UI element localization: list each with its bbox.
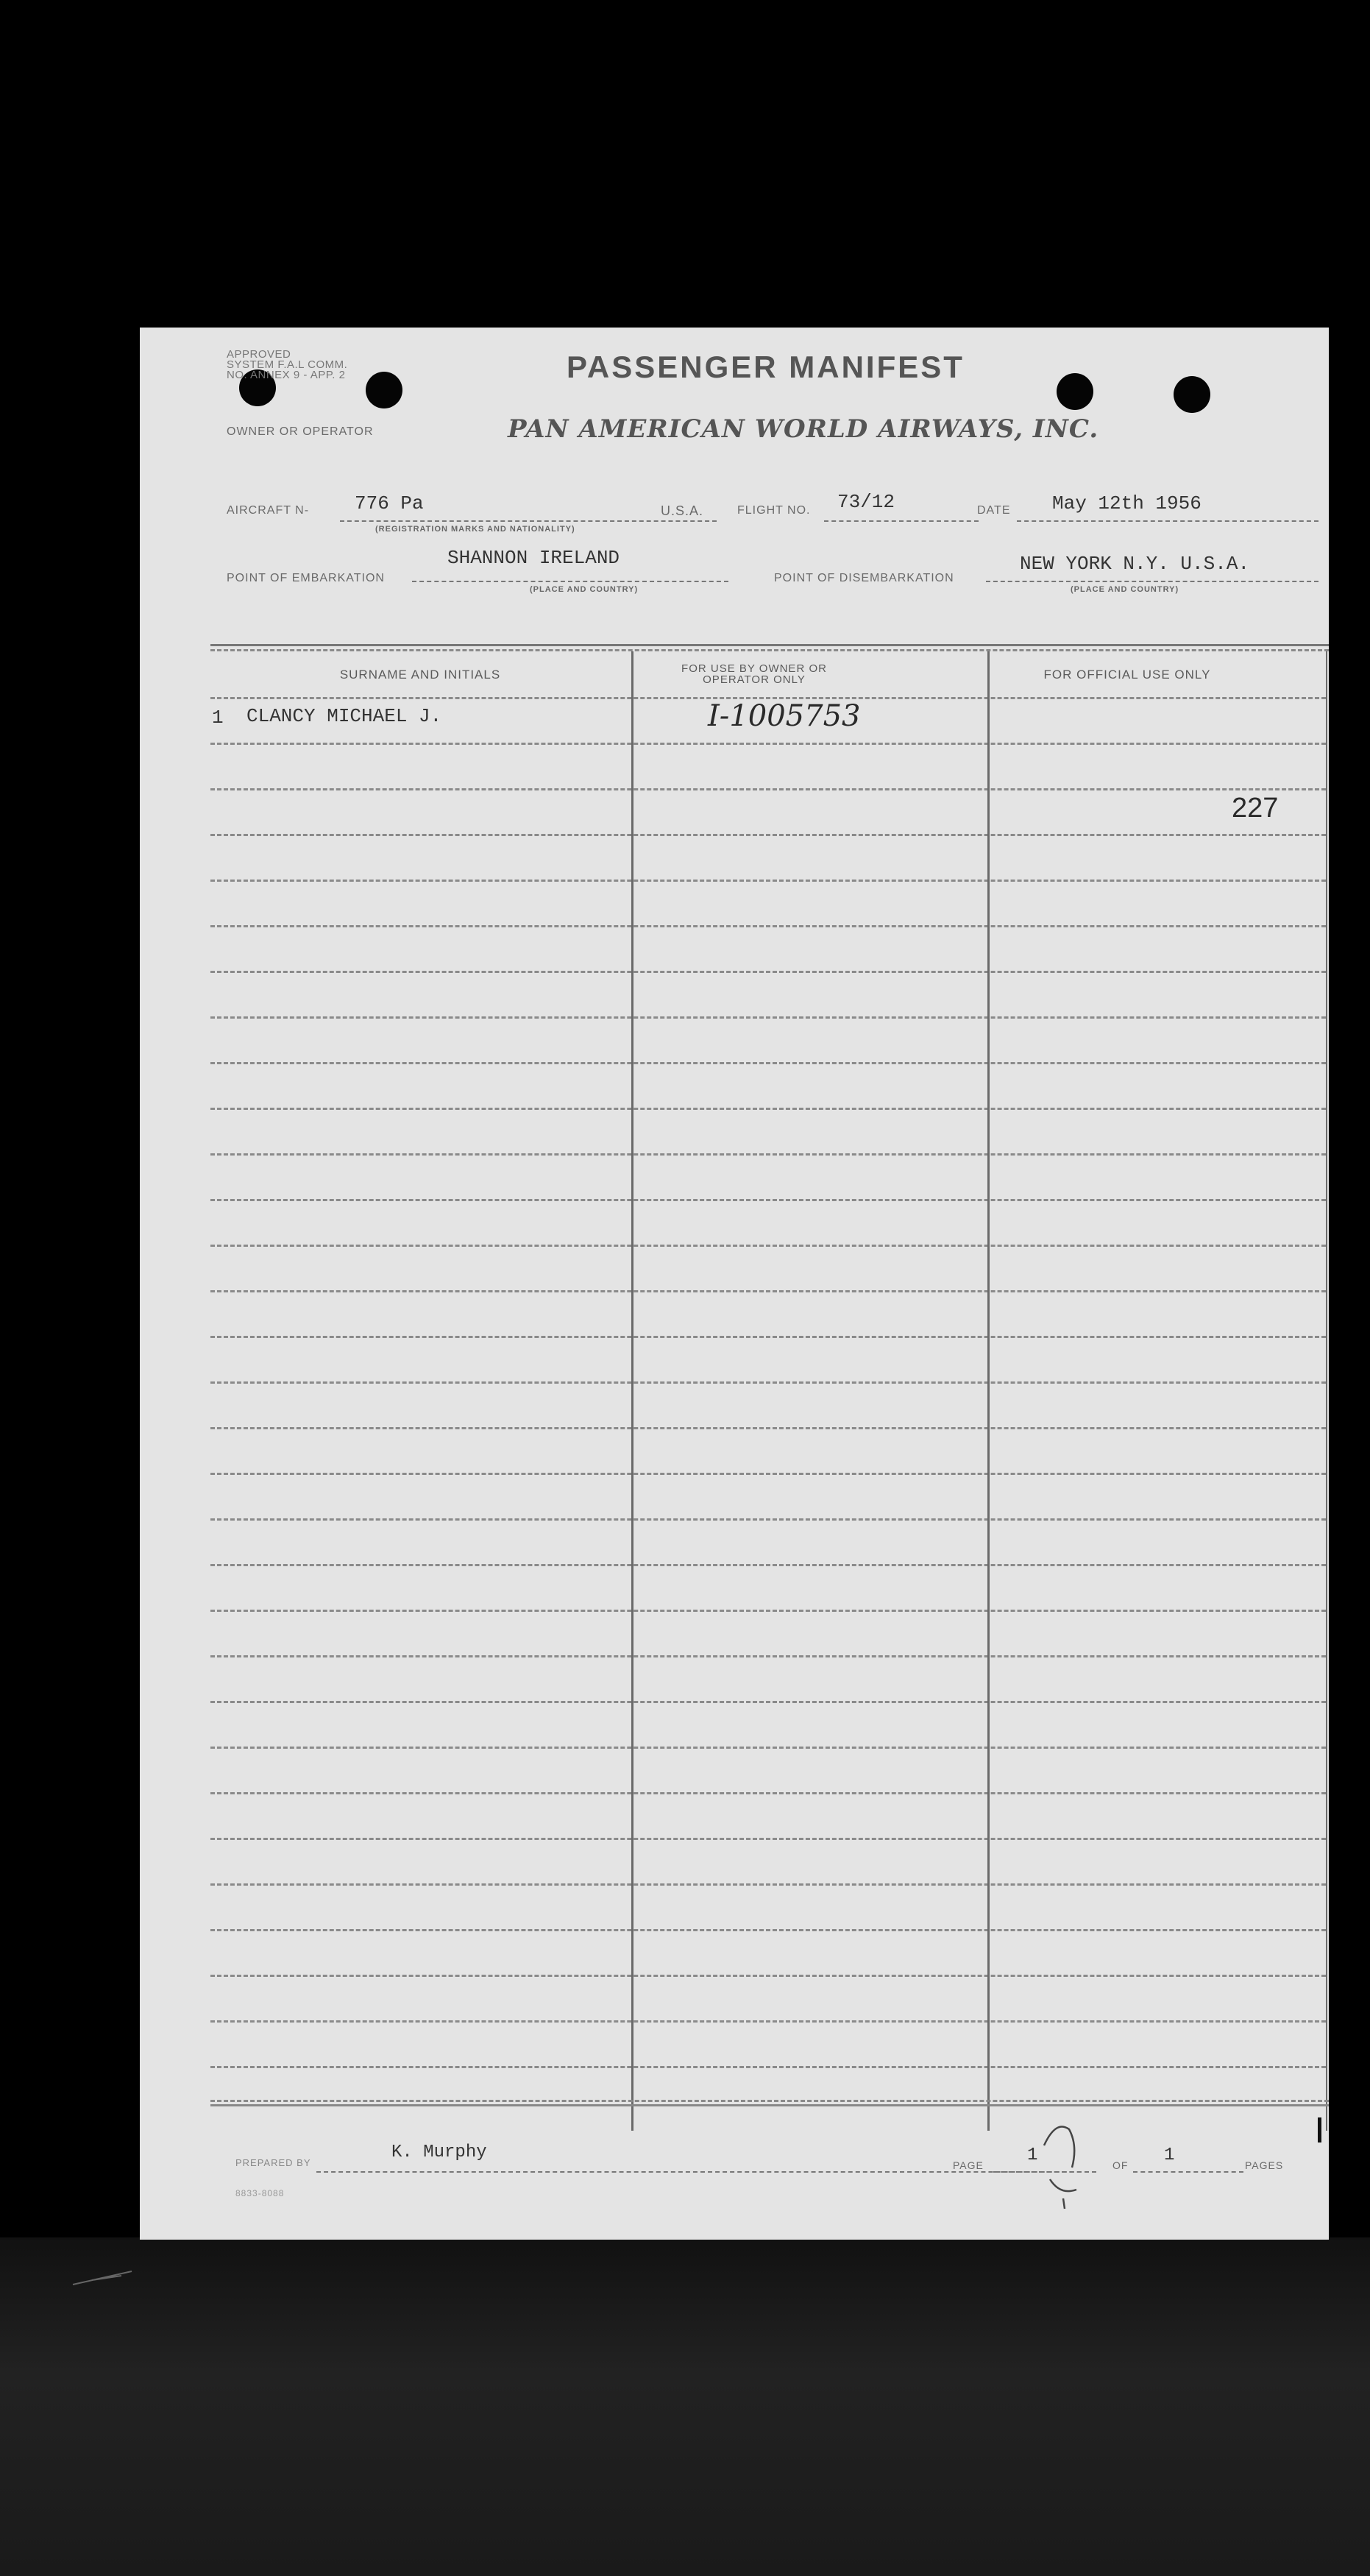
date-value: May 12th 1956 [1052,492,1202,514]
table-row-line [210,1336,1326,1338]
aircraft-label: AIRCRAFT N- [227,504,310,517]
column-header-surname: SURNAME AND INITIALS [339,668,501,682]
disembarkation-underline [986,581,1318,582]
table-row-line [210,2020,1326,2023]
table-row-line [210,1290,1326,1292]
table-row-line [210,1108,1326,1110]
of-underline [1133,2171,1243,2173]
approval-line: NO. ANNEX 9 - APP. 2 [227,369,346,381]
table-row-line [210,1792,1326,1794]
page-title: PASSENGER MANIFEST [567,350,965,384]
table-row-line [210,1564,1326,1566]
table-row-line [210,1245,1326,1247]
table-row-line [210,925,1326,927]
embarkation-label: POINT OF EMBARKATION [227,572,385,584]
flight-label: FLIGHT NO. [737,504,811,517]
of-value: 1 [1164,2145,1175,2165]
column-divider [987,651,990,2131]
flight-underline [824,520,979,522]
table-row-line [210,788,1326,790]
owner-use-entry: I-1005753 [708,699,861,733]
usa-label: U.S.A. [661,503,704,518]
column-header-official-use: FOR OFFICIAL USE ONLY [1043,668,1211,682]
table-row-line [210,1701,1326,1703]
table-row-line [210,1153,1326,1156]
table-row-line [210,1655,1326,1657]
aircraft-underline [340,520,717,522]
pen-mark-icon [1034,2116,1093,2212]
disembarkation-value: NEW YORK N.Y. U.S.A. [1020,553,1250,575]
scan-mark [1318,2117,1321,2142]
date-underline [1017,520,1318,522]
table-top-border [210,649,1329,651]
table-row-line [210,1610,1326,1612]
aircraft-sublabel: (REGISTRATION MARKS AND NATIONALITY) [375,525,575,534]
aircraft-value: 776 Pa [355,492,424,514]
table-row-line [210,1473,1326,1475]
approval-line: SYSTEM F.A.L COMM. [227,358,348,371]
table-row-line [210,1062,1326,1064]
table-row-line [210,1016,1326,1019]
prepared-label: PREPARED BY [235,2157,311,2168]
pages-label: PAGES [1245,2159,1284,2171]
table-row-line [210,1929,1326,1931]
embarkation-underline [412,581,728,582]
form-code: 8833-8088 [235,2188,285,2198]
page-value: 1 [1027,2145,1038,2165]
page-label: PAGE [953,2159,984,2171]
table-row-line [210,743,1326,745]
passenger-name: CLANCY MICHAEL J. [246,705,442,727]
table-bottom-border [210,2104,1329,2106]
official-use-entry: 227 [1232,793,1279,824]
punch-hole-icon [1057,373,1093,410]
prepared-underline [316,2171,1096,2173]
embarkation-sublabel: (PLACE AND COUNTRY) [530,585,639,594]
table-row-line [210,834,1326,836]
table-row-line [210,1427,1326,1429]
disembarkation-label: POINT OF DISEMBARKATION [774,572,954,584]
embarkation-value: SHANNON IRELAND [447,547,620,569]
row-number: 1 [212,707,224,729]
approval-stamp [227,350,347,381]
table-row-line [210,1199,1326,1201]
column-divider [1326,651,1327,2131]
background-scan-border [0,2237,1370,2576]
punch-hole-icon [1174,376,1210,413]
table-row-line [210,971,1326,973]
table-row-line [210,1975,1326,1977]
table-row-line [210,1838,1326,1840]
column-header-owner-use: FOR USE BY OWNER OR OPERATOR ONLY [681,662,827,686]
approval-line: APPROVED [227,348,291,361]
manifest-sheet [140,328,1329,2240]
of-label: OF [1112,2159,1129,2171]
table-row-line [210,1883,1326,1886]
pen-mark-icon [70,2267,136,2289]
table-row-line [210,1518,1326,1521]
table-row-line [210,1381,1326,1384]
flight-value: 73/12 [837,491,895,513]
prepared-value: K. Murphy [391,2142,487,2162]
owner-value: PAN AMERICAN WORLD AIRWAYS, INC. [508,414,1099,444]
table-bottom-border [210,2100,1329,2102]
owner-label: OWNER OR OPERATOR [227,425,374,438]
disembarkation-sublabel: (PLACE AND COUNTRY) [1071,585,1179,594]
punch-hole-icon [366,372,402,408]
column-divider [631,651,633,2131]
date-label: DATE [977,504,1011,517]
table-row-line [210,2066,1326,2068]
table-row-line [210,1747,1326,1749]
table-top-border [210,644,1329,646]
table-row-line [210,880,1326,882]
